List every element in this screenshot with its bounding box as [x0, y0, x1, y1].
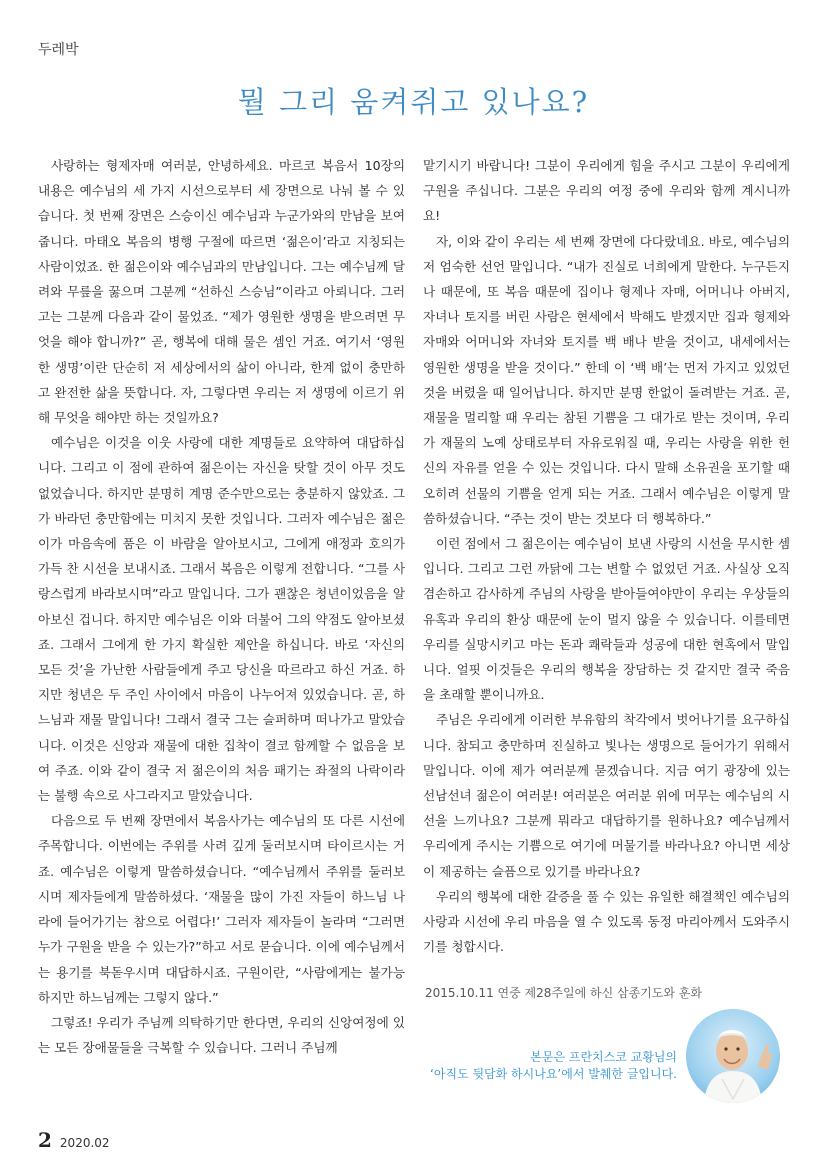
paragraph: 주님은 우리에게 이러한 부유함의 착각에서 벗어나기를 요구하십니다. 참되고 충만하며 진실하고 빛나는 생명으로 들어가기 위해서 말입니다. 이에 제가 여러분께 묻겠습니다. 지금 여기 광장에 있는 선남선녀 젊은이 여러분! 여러분은 여러분 위에 머무는 예수님의 시선을 느끼나요? 그분께 뭐라고 대답하기를 원하나요? 예수님께서 우리에게 주시는 기쁨으로 여기에 머물기를 바라나요? 아니면 세상이 제공하는 슬픔으로 있기를 바라나요?	[423, 712, 790, 879]
page-number: 2	[38, 1128, 52, 1152]
pope-portrait-image	[686, 1009, 780, 1103]
issue-date: 2020.02	[59, 1136, 110, 1150]
pope-portrait-icon	[686, 1009, 780, 1103]
credit-line-1: 본문은 프란치스코 교황님의	[530, 1050, 677, 1064]
credit-note	[430, 1049, 677, 1083]
article-title: 뭘 그리 움켜쥐고 있나요?	[237, 85, 590, 119]
paragraph: 예수님은 이것을 이웃 사랑에 대한 계명들로 요약하여 대답하십니다. 그리고 이 점에 관하여 젊은이는 자신을 탓할 것이 아무 것도 없었습니다. 하지만 분명히 계명 준수만으로는 충분하지 않았죠. 그가 바라던 충만함에는 미치지 못한 것입니다. 그러자 예수님은 젊은이가 마음속에 품은 이 바람을 알아보시고, 그에게 애정과 호의가 가득 찬 시선을 보내시죠. 그래서 복음은 이렇게 전합니다. “그를 사랑스럽게 바라보시며”라고 말입니다. 그가 괜찮은 청년이었음을 알아보신 겁니다. 하지만 예수님은 이와 더불어 그의 약점도 알아보셨죠. 그래서 그에게 한 가지 확실한 제안을 하십니다. 바로 ‘자신의 모든 것’을 가난한 사람들에게 주고 당신을 따르라고 하신 거죠. 하지만 청년은 두 주인 사이에서 마음이 나누어져 있었습니다. 곧, 하느님과 재물 말입니다! 그래서 결국 그는 슬퍼하며 떠나가고 말았습니다. 이것은 신앙과 재물에 대한 집착이 결코 함께할 수 없음을 보여 주죠. 이와 같이 결국 저 젊은이의 처음 패기는 좌절의 나락이라는 불행 속으로 사그라지고 말았습니다.	[38, 435, 405, 804]
paragraph: 맡기시기 바랍니다! 그분이 우리에게 힘을 주시고 그분이 우리에게 구원을 주십니다. 그분은 우리의 여정 중에 우리와 함께 계시니까요!	[423, 158, 790, 224]
paragraph: 그렇죠! 우리가 주님께 의탁하기만 한다면, 우리의 신앙여정에 있는 모든 장애물들을 극복할 수 있습니다. 그러니 주님께	[38, 1014, 405, 1056]
left-column	[38, 153, 405, 1060]
paragraph: 우리의 행복에 대한 갈증을 풀 수 있는 유일한 해결책인 예수님의 사랑과 시선에 우리 마음을 열 수 있도록 동정 마리아께서 도와주시기를 청합시다.	[423, 888, 790, 955]
paragraph: 자, 이와 같이 우리는 세 번째 장면에 다다랐네요. 바로, 예수님의 저 엄숙한 선언 말입니다. “내가 진실로 너희에게 말한다. 누구든지 나 때문에, 또 복음 때문에 집이나 형제나 자매, 어머니나 아버지, 자녀나 토지를 버린 사람은 현세에서 박해도 받겠지만 집과 형제와 자매와 어머니와 자녀와 토지를 백 배나 받을 것이고, 내세에서는 영원한 생명을 받을 것이다.” 한데 이 ‘백 배’는 먼저 가지고 있었던 것을 버렸을 때 일어납니다. 하지만 분명 한없이 돌려받는 거죠. 곧, 재물을 멀리할 때 우리는 참된 기쁨을 그 대가로 받는 것이며, 우리가 재물의 노예 상태로부터 자유로워질 때, 우리는 사랑을 위한 헌신의 자유를 얻을 수 있는 것입니다. 다시 말해 소유권을 포기할 때 오히려 선물의 기쁨을 얻게 되는 거죠. 그래서 예수님은 이렇게 말씀하셨습니다. “주는 것이 받는 것보다 더 행복하다.”	[423, 233, 790, 526]
source-line: 2015.10.11 연중 제28주일에 하신 삼종기도와 훈화	[425, 986, 702, 1000]
footer	[38, 1128, 110, 1152]
section-label: 두레박	[38, 42, 79, 58]
credit-line-2: ‘아직도 뒷담화 하시나요’에서 발췌한 글입니다.	[430, 1067, 677, 1081]
paragraph: 다음으로 두 번째 장면에서 복음사가는 예수님의 또 다른 시선에 주목합니다. 이번에는 주위를 사려 깊게 둘러보시며 타이르시는 거죠. 예수님은 이렇게 말씀하셨습니다. “예수님께서 주위를 둘러보시며 제자들에게 말씀하셨다. ‘재물을 많이 가진 자들이 하느님 나라에 들어가기는 참으로 어렵다!’ 그러자 제자들이 놀라며 “그러면 누가 구원을 받을 수 있는가?”하고 서로 묻습니다. 이에 예수님께서는 용기를 북돋우시며 대답하시죠. 구원이란, “사람에게는 불가능하지만 하느님께는 그렇지 않다.”	[38, 813, 405, 1005]
paragraph: 사랑하는 형제자매 여러분, 안녕하세요. 마르코 복음서 10장의 내용은 예수님의 세 가지 시선으로부터 세 장면으로 나눠 볼 수 있습니다. 첫 번째 장면은 스승이신 예수님과 누군가와의 만남을 보여 줍니다. 마태오 복음의 병행 구절에 따르면 ‘젊은이’라고 지칭되는 사람이었죠. 한 젊은이와 예수님과의 만남입니다. 그는 예수님께 달려와 무릎을 꿇으며 그분께 “선하신 스승님”이라고 아뢰니다. 그러고는 그분께 다음과 같이 물었죠. “제가 영원한 생명을 받으려면 무엇을 해야 합니까?” 곧, 행복에 대해 물은 셈인 거죠. 여기서 ‘영원한 생명’이란 단순히 저 세상에서의 삶이 아니라, 한계 없이 충만하고 완전한 삶을 뜻합니다. 자, 그렇다면 우리는 저 생명에 이르기 위해 무엇을 해야만 하는 것일까요?	[38, 158, 405, 426]
right-column	[423, 153, 790, 960]
paragraph: 이런 점에서 그 젊은이는 예수님이 보낸 사랑의 시선을 무시한 셈입니다. 그리고 그런 까닭에 그는 변할 수 없었던 거죠. 사실상 오직 겸손하고 감사하게 주님의 사랑을 받아들여야만이 우리는 우상들의 유혹과 우리의 환상 때문에 눈이 멀지 않을 수 있습니다. 이를테면 우리를 실망시키고 마는 돈과 쾌락들과 성공에 대한 현혹에서 말입니다. 얼핏 이것들은 우리의 행복을 장담하는 것 같지만 결국 죽음을 초래할 뿐이니까요.	[423, 536, 790, 703]
